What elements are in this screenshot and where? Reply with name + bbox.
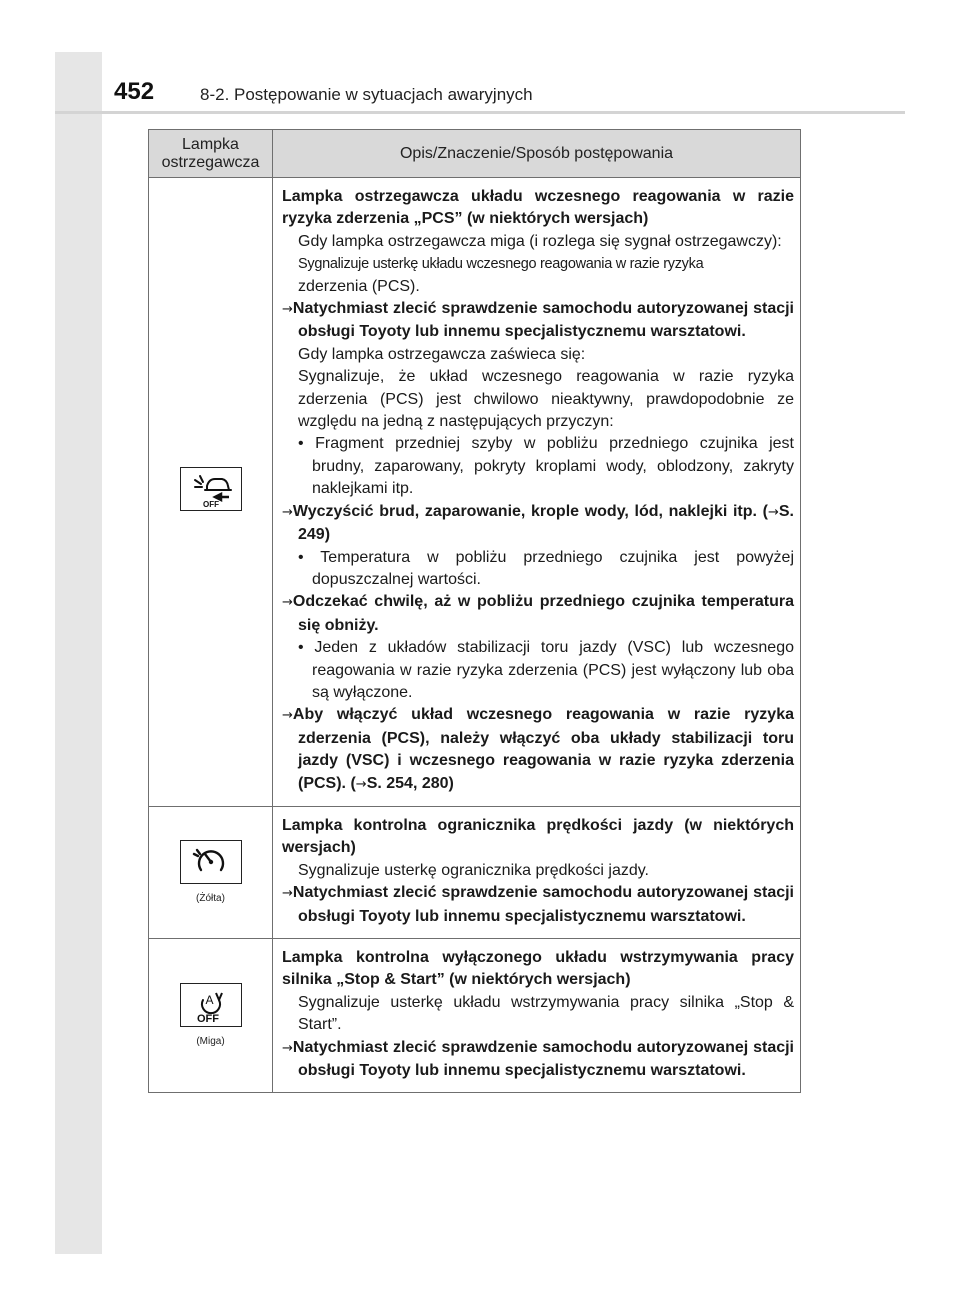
svg-text:OFF: OFF bbox=[196, 1013, 219, 1026]
lamp-title: Lampka kontrolna wyłączonego układu wstrzymywania pracy silnika „Stop & Start” (w niektórych wersjach) bbox=[282, 949, 794, 989]
description-text: Gdy lampka ostrzegawcza miga (i rozlega się sygnał ostrzegawczy): bbox=[298, 232, 782, 250]
arrow-icon: → bbox=[282, 1040, 293, 1056]
description-cell bbox=[273, 806, 801, 938]
arrow-icon: → bbox=[282, 708, 293, 724]
header-divider bbox=[55, 111, 905, 114]
table-header-row bbox=[149, 130, 801, 178]
page-margin-strip bbox=[55, 52, 102, 1254]
lamp-title: Lampka kontrolna ogranicznika prędkości jazdy (w niektórych wersjach) bbox=[282, 816, 794, 857]
lamp-cell bbox=[149, 806, 273, 938]
svg-text:A: A bbox=[205, 993, 214, 1008]
section-title: 8-2. Postępowanie w sytuacjach awaryjnych bbox=[200, 85, 533, 104]
arrow-icon: → bbox=[282, 886, 293, 902]
arrow-icon: → bbox=[282, 504, 293, 520]
lamp-cell bbox=[149, 939, 273, 1093]
arrow-icon: → bbox=[282, 595, 293, 611]
stop-start-off-icon bbox=[180, 983, 242, 1027]
description-cell bbox=[273, 939, 801, 1093]
list-item: • Temperatura w pobliżu przedniego czujnika jest powyżej dopuszczalnej wartości. bbox=[298, 548, 794, 588]
action-instruction: →Wyczyścić brud, zaparowanie, krople wody, lód, naklejki itp. (→S. 249) bbox=[282, 502, 794, 544]
list-item: • Fragment przedniej szyby w pobliżu przedniego czujnika jest brudny, zaparowany, pokryty kroplami wody, oblodzony, zakryty naklejkami itp. bbox=[298, 435, 794, 498]
pcs-off-icon bbox=[180, 467, 242, 511]
lamp-color-caption: (Żółta) bbox=[196, 892, 225, 904]
lamp-title: Lampka ostrzegawcza układu wczesnego reagowania w razie ryzyka zderzenia „PCS” (w niektórych wersjach) bbox=[282, 188, 794, 228]
action-instruction: →Natychmiast zlecić sprawdzenie samochodu autoryzowanej stacji obsługi Toyoty lub innemu specjalistycznemu warsztatowi. bbox=[282, 884, 794, 925]
arrow-icon: → bbox=[355, 776, 367, 792]
action-instruction: →Natychmiast zlecić sprawdzenie samochodu autoryzowanej stacji obsługi Toyoty lub innemu specjalistycznemu warsztatowi. bbox=[282, 300, 794, 341]
arrow-icon: → bbox=[767, 504, 779, 520]
table-row bbox=[149, 806, 801, 938]
warning-lamp-table bbox=[148, 129, 801, 1093]
description-cell bbox=[273, 178, 801, 807]
description-text: Sygnalizuje usterkę układu wczesnego reagowania w razie ryzyka bbox=[298, 256, 704, 273]
page-reference: S. 249) bbox=[298, 502, 794, 544]
lamp-cell bbox=[149, 178, 273, 807]
column-header-description: Opis/Znaczenie/Sposób postępowania bbox=[273, 130, 801, 178]
action-instruction: →Odczekać chwilę, aż w pobliżu przedniego czujnika temperatura się obniży. bbox=[282, 593, 794, 634]
speed-limiter-icon bbox=[180, 840, 242, 884]
description-text: Sygnalizuje usterkę ogranicznika prędkości jazdy. bbox=[298, 861, 649, 879]
svg-text:OFF: OFF bbox=[202, 500, 219, 510]
page-reference: S. 254, 280) bbox=[366, 774, 454, 792]
list-item: • Jeden z układów stabilizacji toru jazdy (VSC) lub wczesnego reagowania w razie ryzyka zderzenia (PCS) jest wyłączony lub oba są wyłączone. bbox=[298, 639, 794, 701]
action-instruction: →Natychmiast zlecić sprawdzenie samochodu autoryzowanej stacji obsługi Toyoty lub innemu specjalistycznemu warsztatowi. bbox=[282, 1038, 794, 1080]
table-row bbox=[149, 939, 801, 1093]
description-text: Sygnalizuje usterkę układu wstrzymywania pracy silnika „Stop & Start”. bbox=[298, 993, 794, 1034]
description-text: Sygnalizuje, że układ wczesnego reagowania w razie ryzyka zderzenia (PCS) jest chwilowo nieaktywny, prawdopodobnie ze względu na jedną z następujących przyczyn: bbox=[298, 368, 794, 431]
arrow-icon: → bbox=[282, 302, 293, 318]
lamp-state-caption: (Miga) bbox=[196, 1036, 225, 1048]
column-header-lamp: Lampka ostrzegawcza bbox=[149, 130, 273, 178]
action-instruction: →Aby włączyć układ wczesnego reagowania w razie ryzyka zderzenia (PCS), należy włączyć oba układy stabilizacji toru jazdy (VSC) i wczesnego reagowania w razie ryzyka zderzenia (PCS). (→S. 254, 280) bbox=[282, 706, 794, 792]
description-text: zderzenia (PCS). bbox=[298, 277, 420, 295]
table-row bbox=[149, 178, 801, 807]
description-text: Gdy lampka ostrzegawcza zaświeca się: bbox=[298, 345, 586, 363]
page-number: 452 bbox=[114, 78, 155, 105]
